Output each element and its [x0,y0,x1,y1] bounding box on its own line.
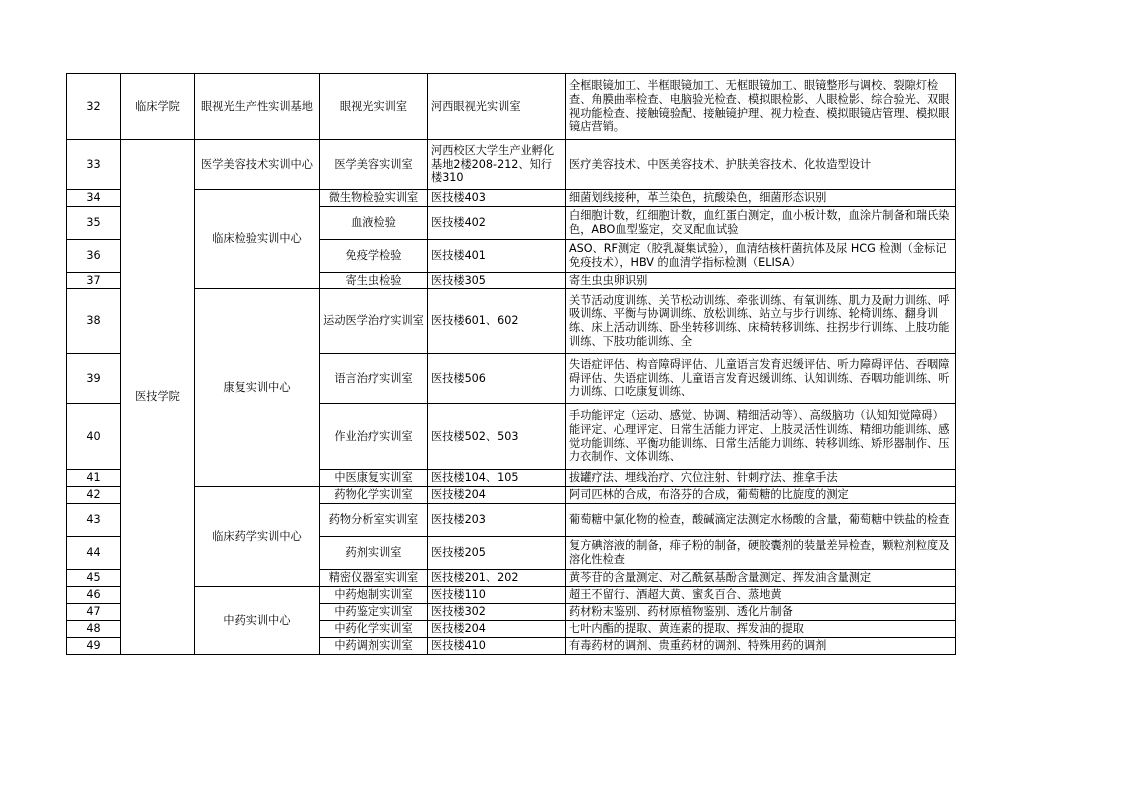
location-cell: 医技楼302 [428,604,566,621]
location-cell: 医技楼204 [428,621,566,638]
row-number: 33 [67,140,121,190]
content-cell: 白细胞计数，红细胞计数，血红蛋白测定，血小板计数，血涂片制备和瑞氏染色，ABO血型鉴定，交叉配血试验 [566,207,956,240]
location-cell: 医技楼205 [428,537,566,570]
row-number: 43 [67,504,121,537]
location-cell: 医技楼410 [428,638,566,655]
row-number: 44 [67,537,121,570]
center-cell: 眼视光生产性实训基地 [195,74,320,140]
content-cell: ASO、RF测定（胶乳凝集试验），血清结核杆菌抗体及尿 HCG 检测（金标记免疫技术），HBV 的血清学指标检测（ELISA） [566,240,956,273]
content-cell: 有毒药材的调剂、贵重药材的调剂、特殊用药的调剂 [566,638,956,655]
room-cell: 中药鉴定实训室 [320,604,428,621]
location-cell: 医技楼502、503 [428,404,566,470]
room-cell: 寄生虫检验 [320,273,428,289]
center-cell: 医学美容技术实训中心 [195,140,320,190]
content-cell: 医疗美容技术、中医美容技术、护肤美容技术、化妆造型设计 [566,140,956,190]
row-number: 36 [67,240,121,273]
location-cell: 医技楼110 [428,587,566,604]
row-number: 47 [67,604,121,621]
room-cell: 中药调剂实训室 [320,638,428,655]
content-cell: 手功能评定（运动、感觉、协调、精细活动等）、高级脑功（认知知觉障碍）能评定、心理评定、日常生活能力评定、上肢灵活性训练、精细功能训练、感觉功能训练、平衡功能训练、日常生活能力训练、转移训练、矫形器制作、压力衣制作、文体训练、 [566,404,956,470]
table-row [67,587,956,604]
room-cell: 语言治疗实训室 [320,354,428,404]
location-cell: 医技楼104、105 [428,470,566,487]
center-cell: 临床检验实训中心 [195,190,320,289]
room-cell: 免疫学检验 [320,240,428,273]
content-cell: 全框眼镜加工、半框眼镜加工、无框眼镜加工、眼镜整形与调校、裂隙灯检查、角膜曲率检查、电脑验光检查、模拟眼检影、人眼检影、综合验光、双眼视功能检查、接触镜验配、接触镜护理、视力检查、模拟眼镜店管理、模拟眼镜店营销。 [566,74,956,140]
location-cell: 医技楼403 [428,190,566,207]
room-cell: 药物化学实训室 [320,487,428,504]
row-number: 46 [67,587,121,604]
content-cell: 失语症评估、构音障碍评估、儿童语言发育迟缓评估、听力障碍评估、吞咽障碍评估、失语症训练、儿童语言发育迟缓训练、认知训练、吞咽功能训练、听力训练、口吃康复训练、 [566,354,956,404]
room-cell: 医学美容实训室 [320,140,428,190]
table-row [67,74,956,140]
center-cell: 中药实训中心 [195,587,320,655]
content-cell: 黄芩苷的含量测定、对乙酰氨基酚含量测定、挥发油含量测定 [566,570,956,587]
room-cell: 中医康复实训室 [320,470,428,487]
row-number: 35 [67,207,121,240]
row-number: 48 [67,621,121,638]
content-cell: 葡萄糖中氯化物的检查，酸碱滴定法测定水杨酸的含量，葡萄糖中铁盐的检查 [566,504,956,537]
content-cell: 寄生虫虫卵识别 [566,273,956,289]
college-cell: 临床学院 [121,74,195,140]
center-cell: 临床药学实训中心 [195,487,320,587]
row-number: 38 [67,289,121,354]
content-cell: 复方碘溶液的制备，痱子粉的制备，硬胶囊剂的装量差异检查，颗粒剂粒度及溶化性检查 [566,537,956,570]
location-cell: 医技楼402 [428,207,566,240]
table-row [67,140,956,190]
center-cell: 康复实训中心 [195,289,320,487]
content-cell: 超王不留行、酒超大黄、蜜炙百合、蒸地黄 [566,587,956,604]
content-cell: 关节活动度训练、关节松动训练、牵张训练、有氧训练、肌力及耐力训练、呼吸训练、平衡与协调训练、放松训练、站立与步行训练、轮椅训练、翻身训练、床上活动训练、卧坐转移训练、床椅转移训练、拄拐步行训练、上肢功能训练、下肢功能训练、全 [566,289,956,354]
location-cell: 河西眼视光实训室 [428,74,566,140]
table-row [67,190,956,207]
table-row [67,289,956,354]
location-cell: 医技楼305 [428,273,566,289]
table-row [67,487,956,504]
training-room-table [66,73,956,655]
row-number: 39 [67,354,121,404]
location-cell: 医技楼201、202 [428,570,566,587]
location-cell: 医技楼601、602 [428,289,566,354]
row-number: 32 [67,74,121,140]
room-cell: 眼视光实训室 [320,74,428,140]
room-cell: 中药化学实训室 [320,621,428,638]
room-cell: 运动医学治疗实训室 [320,289,428,354]
location-cell: 河西校区大学生产业孵化基地2楼208-212、知行楼310 [428,140,566,190]
row-number: 41 [67,470,121,487]
location-cell: 医技楼506 [428,354,566,404]
row-number: 37 [67,273,121,289]
content-cell: 药材粉末鉴别、药材原植物鉴别、透化片制备 [566,604,956,621]
location-cell: 医技楼401 [428,240,566,273]
room-cell: 药剂实训室 [320,537,428,570]
room-cell: 微生物检验实训室 [320,190,428,207]
location-cell: 医技楼203 [428,504,566,537]
room-cell: 作业治疗实训室 [320,404,428,470]
room-cell: 中药炮制实训室 [320,587,428,604]
content-cell: 拔罐疗法、埋线治疗、穴位注射、针刺疗法、推拿手法 [566,470,956,487]
room-cell: 药物分析室实训室 [320,504,428,537]
content-cell: 细菌划线接种，革兰染色，抗酸染色，细菌形态识别 [566,190,956,207]
content-cell: 阿司匹林的合成，布洛芬的合成，葡萄糖的比旋度的测定 [566,487,956,504]
room-cell: 精密仪器室实训室 [320,570,428,587]
row-number: 49 [67,638,121,655]
college-cell: 医技学院 [121,140,195,655]
location-cell: 医技楼204 [428,487,566,504]
room-cell: 血液检验 [320,207,428,240]
row-number: 40 [67,404,121,470]
row-number: 45 [67,570,121,587]
row-number: 42 [67,487,121,504]
content-cell: 七叶内酯的提取、黄连素的提取、挥发油的提取 [566,621,956,638]
row-number: 34 [67,190,121,207]
